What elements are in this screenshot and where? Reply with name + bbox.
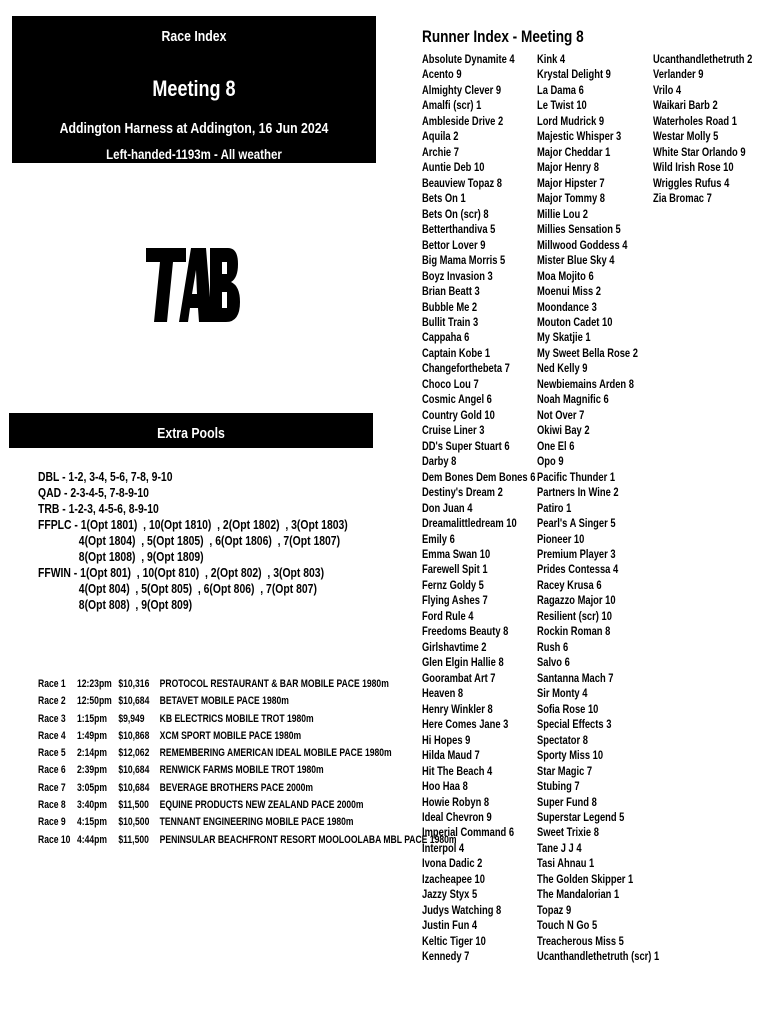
race-time: 4:15pm bbox=[77, 816, 108, 829]
race-number: Race 3 bbox=[38, 712, 66, 725]
runner-entry: Cruise Liner 3 bbox=[422, 423, 485, 438]
runner-entry: Justin Fun 4 bbox=[422, 918, 478, 933]
runner-entry: Waikari Barb 2 bbox=[653, 98, 718, 113]
race-row bbox=[38, 799, 366, 816]
runner-entry: Premium Player 3 bbox=[537, 547, 616, 561]
runner-entry: Ambleside Drive 2 bbox=[422, 113, 504, 128]
tab-logo-icon bbox=[146, 248, 240, 322]
race-number: Race 8 bbox=[38, 799, 66, 812]
runner-index-title: Runner Index - Meeting 8 bbox=[422, 27, 584, 46]
runner-entry: Major Hipster 7 bbox=[537, 175, 605, 190]
race-time: 3:40pm bbox=[77, 799, 108, 812]
runner-entry: Keltic Tiger 10 bbox=[422, 933, 486, 948]
runner-entry: Farewell Spit 1 bbox=[422, 562, 488, 577]
runner-entry: Wild Irish Rose 10 bbox=[653, 160, 734, 175]
race-row bbox=[38, 782, 366, 799]
runner-entry: Brian Beatt 3 bbox=[422, 284, 480, 299]
runner-entry: Cappaha 6 bbox=[422, 330, 470, 345]
runner-entry: Kink 4 bbox=[537, 52, 566, 66]
race-number: Race 4 bbox=[38, 729, 66, 742]
race-row bbox=[38, 764, 366, 781]
race-prize: $10,868 bbox=[118, 729, 150, 742]
runner-entry: My Skatjie 1 bbox=[537, 330, 591, 345]
race-row bbox=[38, 816, 366, 833]
runner-entry: Stubing 7 bbox=[537, 779, 580, 794]
runner-entry: Jazzy Styx 5 bbox=[422, 887, 478, 902]
runner-entry: Ucanthandlethetruth (scr) 1 bbox=[537, 949, 660, 964]
runner-entry: La Dama 6 bbox=[537, 82, 584, 97]
runner-entry: Girlshavtime 2 bbox=[422, 639, 487, 654]
race-time: 12:50pm bbox=[77, 695, 112, 708]
runner-entry: Country Gold 10 bbox=[422, 407, 495, 422]
race-row bbox=[38, 713, 366, 730]
runner-entry: Imperial Command 6 bbox=[422, 825, 515, 840]
race-prize: $10,684 bbox=[118, 695, 150, 708]
runner-entry: Super Fund 8 bbox=[537, 794, 597, 809]
runner-entry: Archie 7 bbox=[422, 144, 459, 159]
runner-entry: Superstar Legend 5 bbox=[537, 809, 625, 824]
runner-entry: Treacherous Miss 5 bbox=[537, 933, 624, 948]
race-prize: $11,500 bbox=[118, 833, 149, 846]
runner-entry: Aquila 2 bbox=[422, 129, 459, 144]
runner-entry: Wriggles Rufus 4 bbox=[653, 175, 730, 190]
runner-column-1 bbox=[422, 52, 535, 965]
extra-pools-title: Extra Pools bbox=[157, 425, 225, 442]
runner-entry: Zia Bromac 7 bbox=[653, 191, 712, 206]
runner-entry: Okiwi Bay 2 bbox=[537, 423, 590, 438]
runner-entry: Hi Hopes 9 bbox=[422, 732, 471, 747]
runner-entry: Dem Bones Dem Bones 6 bbox=[422, 469, 536, 484]
runner-entry: Majestic Whisper 3 bbox=[537, 129, 622, 144]
runner-entry: Sir Monty 4 bbox=[537, 686, 588, 701]
runner-entry: One El 6 bbox=[537, 438, 575, 453]
runner-entry: White Star Orlando 9 bbox=[653, 144, 746, 159]
runner-entry: Patiro 1 bbox=[537, 500, 572, 515]
race-number: Race 7 bbox=[38, 781, 66, 794]
runner-entry: Lord Mudrick 9 bbox=[537, 113, 605, 128]
runner-entry: Mister Blue Sky 4 bbox=[537, 253, 615, 268]
venue-date: Addington Harness at Addington, 16 Jun 2024 bbox=[59, 120, 329, 137]
runner-entry: Touch N Go 5 bbox=[537, 918, 598, 933]
runner-entry: Emma Swan 10 bbox=[422, 547, 491, 561]
runner-entry: Major Tommy 8 bbox=[537, 191, 605, 206]
runner-column-3 bbox=[653, 52, 752, 207]
race-time: 3:05pm bbox=[77, 781, 108, 794]
track-info: Left-handed-1193m - All weather bbox=[106, 146, 282, 162]
runner-entry: Prides Contessa 4 bbox=[537, 562, 619, 577]
runner-entry: Darby 8 bbox=[422, 454, 457, 469]
race-prize: $12,062 bbox=[118, 747, 150, 760]
runner-entry: Salvo 6 bbox=[537, 655, 570, 670]
runner-column-2 bbox=[537, 52, 659, 965]
pool-line: 4(Opt 1804) , 5(Opt 1805) , 6(Opt 1806) , 7(Opt 1807) bbox=[78, 533, 341, 548]
race-prize: $10,684 bbox=[118, 764, 150, 777]
runner-entry: Sporty Miss 10 bbox=[537, 748, 604, 763]
race-name: PROTOCOL RESTAURANT & BAR MOBILE PACE 1980m bbox=[159, 678, 389, 690]
race-row bbox=[38, 678, 389, 695]
pool-line: QAD - 2-3-4-5, 7-8-9-10 bbox=[38, 485, 149, 500]
race-number: Race 5 bbox=[38, 747, 66, 760]
runner-entry: Moenui Miss 2 bbox=[537, 284, 601, 299]
runner-entry: Captain Kobe 1 bbox=[422, 345, 491, 360]
race-index-heading: Race Index bbox=[161, 28, 227, 45]
runner-entry: Flying Ashes 7 bbox=[422, 593, 488, 608]
race-time: 2:14pm bbox=[77, 747, 108, 760]
runner-entry: Sweet Trixie 8 bbox=[537, 825, 599, 840]
runner-entry: Choco Lou 7 bbox=[422, 376, 479, 391]
runner-entry: Newbiemains Arden 8 bbox=[537, 376, 634, 391]
runner-entry: Waterholes Road 1 bbox=[653, 113, 737, 128]
race-row bbox=[38, 695, 366, 712]
race-name: TENNANT ENGINEERING MOBILE PACE 1980m bbox=[159, 816, 354, 829]
race-number: Race 1 bbox=[38, 678, 66, 690]
runner-entry: Ned Kelly 9 bbox=[537, 361, 588, 376]
race-prize: $10,684 bbox=[118, 781, 150, 794]
runner-entry: Henry Winkler 8 bbox=[422, 701, 493, 716]
race-time: 4:44pm bbox=[77, 833, 108, 846]
runner-entry: Bets On (scr) 8 bbox=[422, 206, 489, 221]
runner-entry: Westar Molly 5 bbox=[653, 129, 719, 144]
runner-entry: Pioneer 10 bbox=[537, 531, 585, 546]
runner-entry: Tasi Ahnau 1 bbox=[537, 856, 595, 871]
runner-entry: Millie Lou 2 bbox=[537, 206, 588, 221]
race-prize: $10,500 bbox=[118, 816, 150, 829]
runner-entry: Big Mama Morris 5 bbox=[422, 253, 506, 268]
runner-entry: Major Cheddar 1 bbox=[537, 144, 611, 159]
race-index-header bbox=[12, 16, 376, 163]
pool-line: FFWIN - 1(Opt 801) , 10(Opt 810) , 2(Opt 802) , 3(Opt 803) bbox=[38, 565, 325, 580]
runner-entry: Here Comes Jane 3 bbox=[422, 717, 509, 732]
race-time: 1:15pm bbox=[77, 712, 108, 725]
runner-entry: Major Henry 8 bbox=[537, 160, 599, 175]
runner-entry: Verlander 9 bbox=[653, 67, 704, 82]
pool-line: TRB - 1-2-3, 4-5-6, 8-9-10 bbox=[38, 501, 159, 516]
race-name: REMEMBERING AMERICAN IDEAL MOBILE PACE 1980m bbox=[159, 747, 392, 760]
race-name: EQUINE PRODUCTS NEW ZEALAND PACE 2000m bbox=[159, 799, 364, 812]
runner-entry: Santanna Mach 7 bbox=[537, 670, 614, 685]
runner-entry: Absolute Dynamite 4 bbox=[422, 52, 515, 66]
runner-entry: Dreamalittledream 10 bbox=[422, 516, 517, 531]
race-number: Race 6 bbox=[38, 764, 66, 777]
race-name: BETAVET MOBILE PACE 1980m bbox=[159, 695, 289, 708]
runner-entry: Rockin Roman 8 bbox=[537, 624, 611, 639]
runner-entry: Howie Robyn 8 bbox=[422, 794, 490, 809]
runner-entry: My Sweet Bella Rose 2 bbox=[537, 345, 638, 360]
runner-entry: Fernz Goldy 5 bbox=[422, 577, 484, 592]
pool-line: 8(Opt 808) , 9(Opt 809) bbox=[78, 597, 193, 612]
runner-entry: Bullit Train 3 bbox=[422, 314, 479, 329]
runner-entry: Changeforthebeta 7 bbox=[422, 361, 510, 376]
runner-entry: Boyz Invasion 3 bbox=[422, 268, 493, 283]
runner-entry: Kennedy 7 bbox=[422, 949, 470, 964]
pool-line: FFPLC - 1(Opt 1801) , 10(Opt 1810) , 2(Opt 1802) , 3(Opt 1803) bbox=[38, 517, 348, 532]
runner-entry: Rush 6 bbox=[537, 639, 569, 654]
pool-line: 8(Opt 1808) , 9(Opt 1809) bbox=[78, 549, 204, 564]
runner-entry: Sofia Rose 10 bbox=[537, 701, 599, 716]
race-prize: $11,500 bbox=[118, 799, 149, 812]
runner-entry: Mouton Cadet 10 bbox=[537, 314, 613, 329]
runner-entry: The Mandalorian 1 bbox=[537, 887, 620, 902]
race-row bbox=[38, 730, 366, 747]
race-name: BEVERAGE BROTHERS PACE 2000m bbox=[159, 781, 314, 794]
runner-entry: Destiny's Dream 2 bbox=[422, 485, 503, 500]
runner-entry: Millies Sensation 5 bbox=[537, 222, 621, 237]
runner-entry: Cosmic Angel 6 bbox=[422, 392, 492, 407]
runner-entry: Millwood Goddess 4 bbox=[537, 237, 628, 252]
race-name: RENWICK FARMS MOBILE TROT 1980m bbox=[159, 764, 324, 777]
race-number: Race 9 bbox=[38, 816, 66, 829]
runner-entry: Pacific Thunder 1 bbox=[537, 469, 616, 484]
runner-entry: Krystal Delight 9 bbox=[537, 67, 611, 82]
race-prize: $10,316 bbox=[118, 678, 150, 690]
runner-entry: Betterthandiva 5 bbox=[422, 222, 496, 237]
runner-entry: Acento 9 bbox=[422, 67, 462, 82]
runner-entry: Topaz 9 bbox=[537, 902, 572, 917]
runner-entry: Almighty Clever 9 bbox=[422, 82, 502, 97]
runner-entry: Bubble Me 2 bbox=[422, 299, 478, 314]
runner-entry: Moondance 3 bbox=[537, 299, 597, 314]
race-time: 12:23pm bbox=[77, 678, 112, 690]
race-name: PENINSULAR BEACHFRONT RESORT MOOLOOLABA MBL PACE 1980m bbox=[159, 833, 457, 846]
race-name: KB ELECTRICS MOBILE TROT 1980m bbox=[159, 712, 314, 725]
runner-entry: Star Magic 7 bbox=[537, 763, 593, 778]
runner-entry: Noah Magnific 6 bbox=[537, 392, 609, 407]
runner-entry: Resilient (scr) 10 bbox=[537, 608, 612, 623]
pool-line: DBL - 1-2, 3-4, 5-6, 7-8, 9-10 bbox=[38, 469, 173, 484]
runner-entry: Amalfi (scr) 1 bbox=[422, 98, 482, 113]
runner-entry: Not Over 7 bbox=[537, 407, 585, 422]
runner-entry: Judys Watching 8 bbox=[422, 902, 502, 917]
runner-entry: Tane J J 4 bbox=[537, 840, 582, 855]
runner-entry: Auntie Deb 10 bbox=[422, 160, 485, 175]
race-time: 2:39pm bbox=[77, 764, 108, 777]
extra-pools-heading bbox=[9, 413, 373, 448]
runner-entry: Vrilo 4 bbox=[653, 82, 682, 97]
runner-entry: Spectator 8 bbox=[537, 732, 588, 747]
runner-entry: Emily 6 bbox=[422, 531, 455, 546]
runner-entry: Don Juan 4 bbox=[422, 500, 473, 515]
runner-entry: Racey Krusa 6 bbox=[537, 577, 602, 592]
runner-entry: Beauview Topaz 8 bbox=[422, 175, 502, 190]
runner-entry: Ucanthandlethetruth 2 bbox=[653, 52, 753, 66]
runner-entry: Ford Rule 4 bbox=[422, 608, 474, 623]
runner-entry: Pearl's A Singer 5 bbox=[537, 516, 616, 531]
runner-entry: Hoo Haa 8 bbox=[422, 779, 468, 794]
meeting-title: Meeting 8 bbox=[152, 76, 236, 101]
race-number: Race 10 bbox=[38, 833, 71, 846]
runner-entry: Freedoms Beauty 8 bbox=[422, 624, 509, 639]
runner-entry: Glen Elgin Hallie 8 bbox=[422, 655, 504, 670]
runner-entry: DD's Super Stuart 6 bbox=[422, 438, 510, 453]
race-time: 1:49pm bbox=[77, 729, 108, 742]
runner-entry: Bets On 1 bbox=[422, 191, 466, 206]
race-number: Race 2 bbox=[38, 695, 66, 708]
pool-line: 4(Opt 804) , 5(Opt 805) , 6(Opt 806) , 7(Opt 807) bbox=[78, 581, 317, 596]
runner-entry: Izacheapee 10 bbox=[422, 871, 485, 886]
race-prize: $9,949 bbox=[118, 712, 145, 725]
runner-entry: Special Effects 3 bbox=[537, 717, 612, 732]
runner-entry: Interpol 4 bbox=[422, 840, 465, 855]
runner-entry: Bettor Lover 9 bbox=[422, 237, 486, 252]
runner-entry: Ideal Chevron 9 bbox=[422, 809, 492, 824]
runner-entry: Moa Mojito 6 bbox=[537, 268, 594, 283]
runner-entry: The Golden Skipper 1 bbox=[537, 871, 634, 886]
runner-entry: Goorambat Art 7 bbox=[422, 670, 496, 685]
runner-entry: Ivona Dadic 2 bbox=[422, 856, 483, 871]
runner-entry: Partners In Wine 2 bbox=[537, 485, 619, 500]
runner-entry: Opo 9 bbox=[537, 454, 564, 469]
runner-entry: Hit The Beach 4 bbox=[422, 763, 493, 778]
race-name: XCM SPORT MOBILE PACE 1980m bbox=[159, 729, 302, 742]
extra-pools-list bbox=[38, 469, 348, 613]
runner-entry: Ragazzo Major 10 bbox=[537, 593, 616, 608]
runner-entry: Heaven 8 bbox=[422, 686, 464, 701]
runner-entry: Hilda Maud 7 bbox=[422, 748, 480, 763]
race-row bbox=[38, 747, 392, 764]
runner-entry: Le Twist 10 bbox=[537, 98, 587, 113]
